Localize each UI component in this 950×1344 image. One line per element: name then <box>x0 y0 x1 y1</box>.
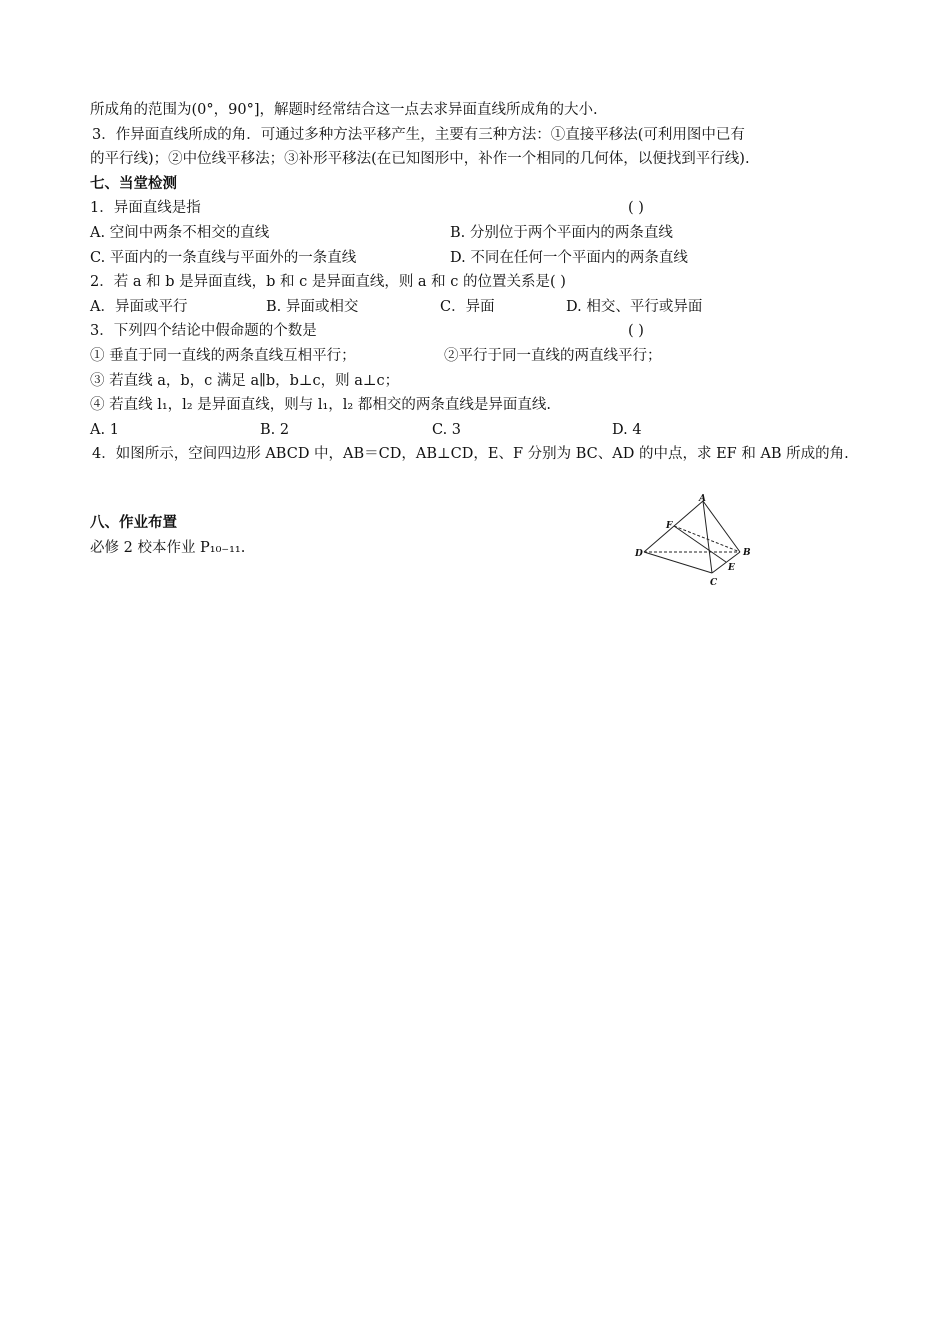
q3-stem-line <box>90 319 880 344</box>
q1-stem: 1．异面直线是指 <box>90 200 201 217</box>
label-b: B <box>743 548 751 558</box>
q2-option-d: D. 相交、平行或异面 <box>566 298 703 315</box>
section-7-heading: 七、当堂检测 <box>90 175 177 192</box>
q1-answer-paren: ( ) <box>628 200 644 217</box>
q1-option-a: A. 空间中两条不相交的直线 <box>90 224 270 241</box>
q1-option-b: B. 分别位于两个平面内的两条直线 <box>450 224 673 241</box>
label-a: A <box>699 494 706 504</box>
homework-text: 必修 2 校本作业 P₁₀₋₁₁. <box>90 539 246 556</box>
q4-stem: 4．如图所示，空间四边形 ABCD 中，AB＝CD，AB⊥CD，E、F 分别为 BC、AD 的中点，求 EF 和 AB 所成的角. <box>92 446 849 463</box>
spacer <box>90 467 880 511</box>
intro-line-1: 所成角的范围为(0°，90°]，解题时经常结合这一点去求异面直线所成角的大小. <box>90 102 598 118</box>
q3-answer-paren: ( ) <box>628 323 644 340</box>
edge-dc <box>644 552 712 573</box>
q2-option-b: B. 异面或相交 <box>266 298 359 315</box>
q3-statement-2: ②平行于同一直线的两直线平行； <box>444 347 662 364</box>
q3-statement-1: ① 垂直于同一直线的两条直线互相平行； <box>90 347 356 364</box>
label-c: C <box>710 578 718 588</box>
q3-option-d: D. 4 <box>612 421 642 438</box>
q2-stem: 2．若 a 和 b 是异面直线，b 和 c 是异面直线，则 a 和 c 的位置关系是( ) <box>90 274 566 291</box>
q1-options-row-1 <box>90 221 880 246</box>
label-f: F <box>666 521 673 531</box>
intro-line-3: 的平行线)；②中位线平移法；③补形平移法(在已知图形中，补作一个相同的几何体，以便找到平行线). <box>90 151 750 168</box>
q1-stem-line <box>90 196 880 221</box>
q2-options-row <box>90 295 880 320</box>
tetrahedron-figure <box>634 494 756 588</box>
q3-statements-row-1 <box>90 344 880 369</box>
section-8-heading: 八、作业布置 <box>90 514 177 531</box>
q1-option-c: C. 平面内的一条直线与平面外的一条直线 <box>90 249 357 266</box>
q3-stem: 3．下列四个结论中假命题的个数是 <box>90 323 317 340</box>
label-e: E <box>728 563 735 573</box>
q3-statement-3: ③ 若直线 a，b，c 满足 a∥b，b⊥c，则 a⊥c； <box>90 372 400 389</box>
q2-option-c: C．异面 <box>440 298 495 315</box>
edge-da <box>644 501 703 552</box>
q3-options-row <box>90 418 880 443</box>
label-d: D <box>635 549 643 559</box>
q2-option-a: A．异面或平行 <box>90 298 188 315</box>
document-page <box>90 98 880 560</box>
q3-statement-4: ④ 若直线 l₁，l₂ 是异面直线，则与 l₁，l₂ 都相交的两条直线是异面直线. <box>90 397 551 414</box>
q1-option-d: D. 不同在任何一个平面内的两条直线 <box>450 249 688 266</box>
q3-option-c: C. 3 <box>432 421 462 438</box>
q3-option-b: B. 2 <box>260 421 290 438</box>
q3-option-a: A. 1 <box>90 421 119 438</box>
intro-line-2: 3．作异面直线所成的角．可通过多种方法平移产生，主要有三种方法：①直接平移法(可利用图中已有 <box>92 126 745 143</box>
q1-options-row-2 <box>90 246 880 271</box>
segment-ef <box>674 526 726 562</box>
